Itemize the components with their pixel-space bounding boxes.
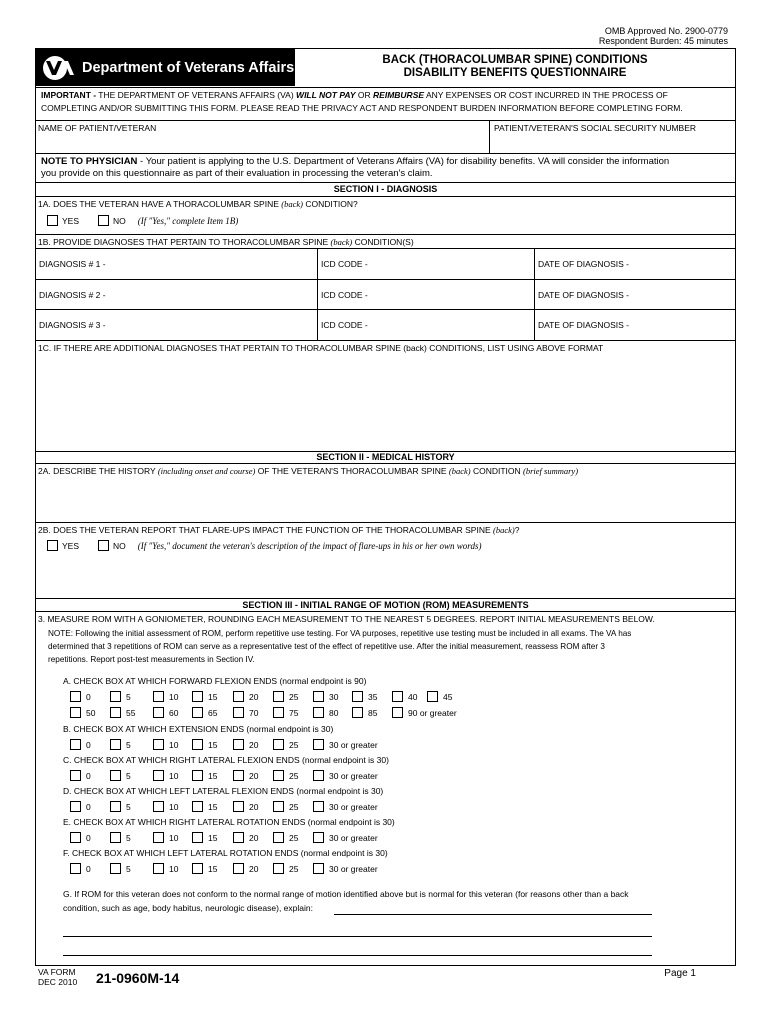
q3e-option[interactable]: 25 — [273, 832, 298, 843]
q3c-option[interactable]: 10 — [153, 770, 178, 781]
q2b-options — [47, 540, 481, 551]
important-notice-line2: COMPLETING AND/OR SUBMITTING THIS FORM. PLEASE READ THE PRIVACY ACT AND RESPONDENT BURDEN INFORMATION BEFORE COMPLETING FORM. — [41, 103, 683, 113]
q3a-option[interactable]: 80 — [313, 707, 338, 718]
form-title — [300, 54, 730, 80]
question-3g-line1: G. If ROM for this veteran does not conform to the normal range of motion identified above but is normal for this veteran (for reasons other than a back — [63, 889, 629, 899]
diagnosis-table — [36, 248, 735, 340]
respondent-burden: Respondent Burden: 45 minutes — [598, 36, 728, 46]
q3f-option[interactable]: 20 — [233, 863, 258, 874]
form-number: 21-0960M-14 — [96, 970, 180, 986]
question-3g-line2: condition, such as age, body habitus, neurologic disease), explain: — [63, 903, 313, 913]
q3d-option[interactable]: 5 — [110, 801, 131, 812]
question-3: 3. MEASURE ROM WITH A GONIOMETER, ROUNDING EACH MEASUREMENT TO THE NEAREST 5 DEGREES. REPORT INITIAL MEASUREMENTS BELOW. — [38, 614, 655, 624]
q3d-option[interactable]: 10 — [153, 801, 178, 812]
q2b-note: (If "Yes," document the veteran's description of the impact of flare-ups in his or her own words) — [137, 540, 482, 551]
q3f-option[interactable]: 10 — [153, 863, 178, 874]
q1a-options — [47, 215, 238, 226]
q3e-option[interactable]: 15 — [192, 832, 217, 843]
q3d-row — [70, 801, 470, 814]
q1a-yes-label: YES — [62, 215, 80, 226]
page-number: Page 1 — [664, 968, 696, 979]
q3a-option[interactable]: 15 — [192, 691, 217, 702]
diagnosis-3-label[interactable]: DIAGNOSIS # 3 - — [39, 320, 106, 330]
q3b-option[interactable]: 15 — [192, 739, 217, 750]
q3a-option[interactable]: 50 — [70, 707, 95, 718]
q2b-yes-label: YES — [62, 540, 80, 551]
q3f-option[interactable]: 30 or greater — [313, 863, 378, 874]
q3e-option[interactable]: 10 — [153, 832, 178, 843]
q3a-option[interactable]: 65 — [192, 707, 217, 718]
q3a-row-1 — [70, 691, 730, 704]
icd-code-2-label[interactable]: ICD CODE - — [321, 290, 368, 300]
q3a-option[interactable]: 60 — [153, 707, 178, 718]
question-3b: B. CHECK BOX AT WHICH EXTENSION ENDS (normal endpoint is 30) — [63, 724, 334, 734]
diagnosis-date-3-label[interactable]: DATE OF DIAGNOSIS - — [538, 320, 629, 330]
q3b-option[interactable]: 5 — [110, 739, 131, 750]
diagnosis-2-label[interactable]: DIAGNOSIS # 2 - — [39, 290, 106, 300]
q3c-option[interactable]: 15 — [192, 770, 217, 781]
q3a-option[interactable]: 0 — [70, 691, 91, 702]
q3d-option[interactable]: 25 — [273, 801, 298, 812]
question-3d: D. CHECK BOX AT WHICH LEFT LATERAL FLEXION ENDS (normal endpoint is 30) — [63, 786, 384, 796]
icd-code-1-label[interactable]: ICD CODE - — [321, 259, 368, 269]
q3a-option[interactable]: 90 or greater — [392, 707, 457, 718]
question-1c: 1C. IF THERE ARE ADDITIONAL DIAGNOSES THAT PERTAIN TO THORACOLUMBAR SPINE (back) CONDITIONS, LIST USING ABOVE FORMAT — [38, 343, 604, 353]
q3a-option[interactable]: 10 — [153, 691, 178, 702]
q3e-option[interactable]: 30 or greater — [313, 832, 378, 843]
q3d-option[interactable]: 30 or greater — [313, 801, 378, 812]
note-to-physician: NOTE TO PHYSICIAN - Your patient is applying to the U.S. Department of Veterans Affairs (VA) for disability benefits. VA will consider the information you provide on this questionnaire as part of their evaluation in processing the veteran's claim. — [41, 156, 670, 179]
q3c-option[interactable]: 0 — [70, 770, 91, 781]
q3e-option[interactable]: 20 — [233, 832, 258, 843]
q3e-option[interactable]: 0 — [70, 832, 91, 843]
q1a-note: (If "Yes," complete Item 1B) — [137, 215, 239, 226]
omb-info — [599, 26, 728, 46]
omb-number: OMB Approved No. 2900-0779 — [604, 26, 728, 36]
q3g-answer-line-3[interactable] — [63, 955, 652, 956]
q3a-option[interactable]: 25 — [273, 691, 298, 702]
diagnosis-date-2-label[interactable]: DATE OF DIAGNOSIS - — [538, 290, 629, 300]
q3a-option[interactable]: 20 — [233, 691, 258, 702]
question-2b: 2B. DOES THE VETERAN REPORT THAT FLARE-UPS IMPACT THE FUNCTION OF THE THORACOLUMBAR SPINE (back)? — [38, 525, 520, 535]
q3a-option[interactable]: 85 — [352, 707, 377, 718]
q3a-row-2 — [70, 707, 730, 720]
q3c-option[interactable]: 5 — [110, 770, 131, 781]
question-3c: C. CHECK BOX AT WHICH RIGHT LATERAL FLEXION ENDS (normal endpoint is 30) — [63, 755, 389, 765]
section-3-note: NOTE: Following the initial assessment of ROM, perform repetitive use testing. For VA purposes, repetitive use testing must be included in all exams. The VA has determined that 3 repetitions of ROM can serve as a representative test of the effect of repetitive use. After the initial measurement, reassess ROM after 3 repetitions. Report post-test measurements in Section IV. — [48, 629, 632, 664]
va-emblem-icon — [42, 55, 76, 81]
q3c-option[interactable]: 25 — [273, 770, 298, 781]
question-1b: 1B. PROVIDE DIAGNOSES THAT PERTAIN TO THORACOLUMBAR SPINE (back) CONDITION(S) — [38, 237, 414, 247]
patient-name-field[interactable] — [38, 134, 488, 152]
q3e-row — [70, 832, 470, 845]
q3b-option[interactable]: 30 or greater — [313, 739, 378, 750]
title-line-2: DISABILITY BENEFITS QUESTIONNAIRE — [403, 67, 627, 79]
patient-name-label: NAME OF PATIENT/VETERAN — [38, 123, 157, 133]
q3f-option[interactable]: 15 — [192, 863, 217, 874]
diagnosis-1-label[interactable]: DIAGNOSIS # 1 - — [39, 259, 106, 269]
title-line-1: BACK (THORACOLUMBAR SPINE) CONDITIONS — [382, 54, 648, 66]
q3f-row — [70, 863, 470, 876]
q3a-option[interactable]: 75 — [273, 707, 298, 718]
q1c-textarea[interactable] — [38, 356, 732, 448]
section-1-title: SECTION I - DIAGNOSIS — [333, 184, 438, 194]
q3g-answer-line-1[interactable] — [334, 914, 652, 915]
q3d-option[interactable]: 15 — [192, 801, 217, 812]
q3a-option[interactable]: 5 — [110, 691, 131, 702]
ssn-label: PATIENT/VETERAN'S SOCIAL SECURITY NUMBER — [494, 123, 697, 133]
q3c-option[interactable]: 20 — [233, 770, 258, 781]
question-3f: F. CHECK BOX AT WHICH LEFT LATERAL ROTATION ENDS (normal endpoint is 30) — [63, 848, 388, 858]
section-2-title: SECTION II - MEDICAL HISTORY — [316, 452, 455, 462]
question-2a: 2A. DESCRIBE THE HISTORY (including onset and course) OF THE VETERAN'S THORACOLUMBAR SPINE (back) CONDITION (brief summary) — [38, 466, 579, 476]
q2b-textarea[interactable] — [38, 556, 732, 596]
q3c-option[interactable]: 30 or greater — [313, 770, 378, 781]
q3a-option[interactable]: 55 — [110, 707, 135, 718]
q3g-answer-line-2[interactable] — [63, 936, 652, 937]
q1a-no-checkbox[interactable] — [98, 215, 109, 226]
department-name: Department of Veterans Affairs — [82, 59, 295, 76]
q3a-option[interactable]: 30 — [313, 691, 338, 702]
ssn-field[interactable] — [492, 134, 732, 152]
icd-code-3-label[interactable]: ICD CODE - — [321, 320, 368, 330]
question-3a: A. CHECK BOX AT WHICH FORWARD FLEXION ENDS (normal endpoint is 90) — [63, 676, 367, 686]
q3c-row — [70, 770, 470, 783]
q3f-option[interactable]: 25 — [273, 863, 298, 874]
section-3-title: SECTION III - INITIAL RANGE OF MOTION (ROM) MEASUREMENTS — [242, 600, 529, 610]
q3a-option[interactable]: 40 — [392, 691, 417, 702]
q3e-option[interactable]: 5 — [110, 832, 131, 843]
q3f-option[interactable]: 5 — [110, 863, 131, 874]
q2a-textarea[interactable] — [38, 479, 732, 521]
q1a-no-label: NO — [113, 215, 126, 226]
q2b-yes-checkbox[interactable] — [47, 540, 58, 551]
q2b-no-checkbox[interactable] — [98, 540, 109, 551]
q3b-option[interactable]: 25 — [273, 739, 298, 750]
q3b-option[interactable]: 20 — [233, 739, 258, 750]
va-logo-banner — [36, 49, 295, 86]
diagnosis-date-1-label[interactable]: DATE OF DIAGNOSIS - — [538, 259, 629, 269]
q1a-yes-checkbox[interactable] — [47, 215, 58, 226]
q3a-option[interactable]: 45 — [427, 691, 452, 702]
q3a-option[interactable]: 70 — [233, 707, 258, 718]
q3b-option[interactable]: 10 — [153, 739, 178, 750]
q3a-option[interactable]: 35 — [352, 691, 377, 702]
q2b-no-label: NO — [113, 540, 126, 551]
q3f-option[interactable]: 0 — [70, 863, 91, 874]
q3d-option[interactable]: 20 — [233, 801, 258, 812]
question-3e: E. CHECK BOX AT WHICH RIGHT LATERAL ROTATION ENDS (normal endpoint is 30) — [63, 817, 395, 827]
q3d-option[interactable]: 0 — [70, 801, 91, 812]
q3b-row — [70, 739, 470, 752]
question-1a: 1A. DOES THE VETERAN HAVE A THORACOLUMBAR SPINE (back) CONDITION? — [38, 199, 358, 209]
important-notice: IMPORTANT - THE DEPARTMENT OF VETERANS AFFAIRS (VA) WILL NOT PAY OR REIMBURSE ANY EXPENSES OR COST INCURRED IN THE PROCESS OF — [41, 90, 668, 100]
q3b-option[interactable]: 0 — [70, 739, 91, 750]
va-form-label: VA FORM DEC 2010 — [38, 967, 78, 987]
